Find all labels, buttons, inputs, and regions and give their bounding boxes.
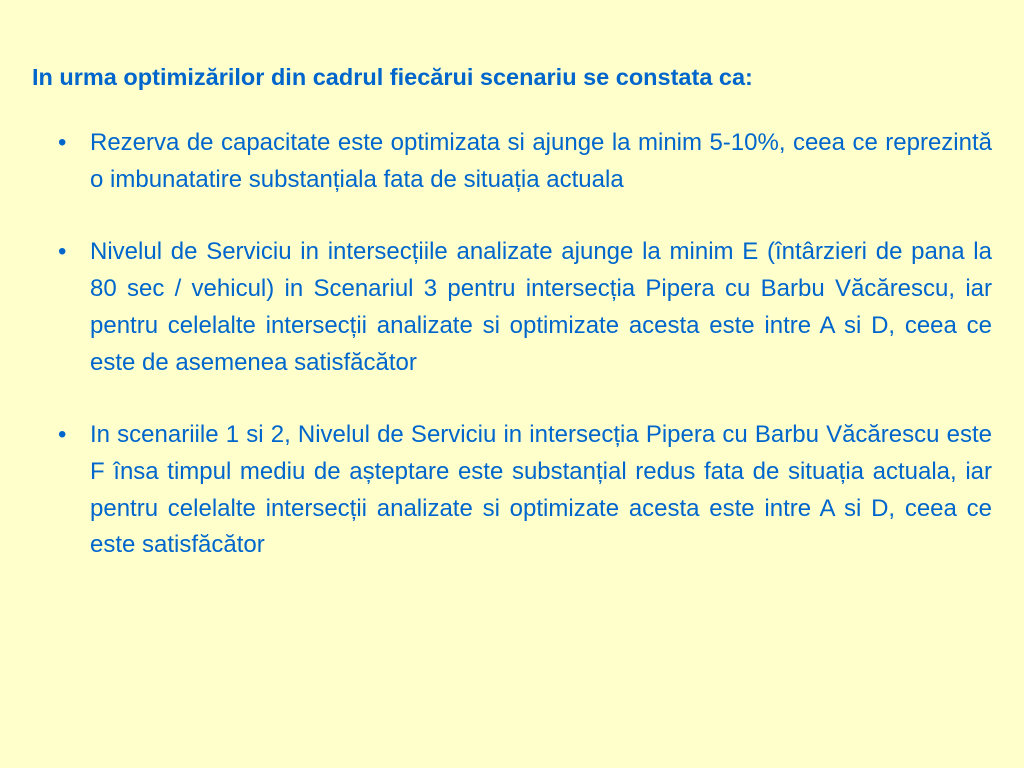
bullet-item-capacity-reserve bbox=[32, 125, 992, 198]
bullet-dot-icon: • bbox=[58, 129, 67, 156]
bullet-dot-icon: • bbox=[58, 238, 67, 266]
bullet-list bbox=[32, 125, 992, 564]
bullet-text: In scenariile 1 si 2, Nivelul de Serviciu in intersecția Pipera cu Barbu Văcărescu este F însa timpul mediu de așteptare este substanțial redus fata de situația actuala, iar pentru celelalte intersecții analizate si optimizate acesta este intre A si D, ceea ce este satisfăcător bbox=[90, 421, 992, 559]
bullet-text: Rezerva de capacitate este optimizata si ajunge la minim 5-10%, ceea ce reprezintă o imbunatatire substanțiala fata de situația actuala bbox=[90, 129, 992, 193]
bullet-dot-icon: • bbox=[58, 421, 67, 449]
slide-title: In urma optimizărilor din cadrul fiecărui scenariu se constata ca: bbox=[32, 64, 753, 90]
bullet-item-service-level-scenarios-1-2 bbox=[32, 417, 992, 564]
bullet-item-service-level-scenario-3 bbox=[32, 234, 992, 381]
bullet-text: Nivelul de Serviciu in intersecțiile analizate ajunge la minim E (întârzieri de pana la 80 sec / vehicul) in Scenariul 3 pentru intersecția Pipera cu Barbu Văcărescu, iar pentru celelalte intersecții analizate si optimizate acesta este intre A si D, ceea ce este de asemenea satisfăcător bbox=[90, 238, 992, 376]
